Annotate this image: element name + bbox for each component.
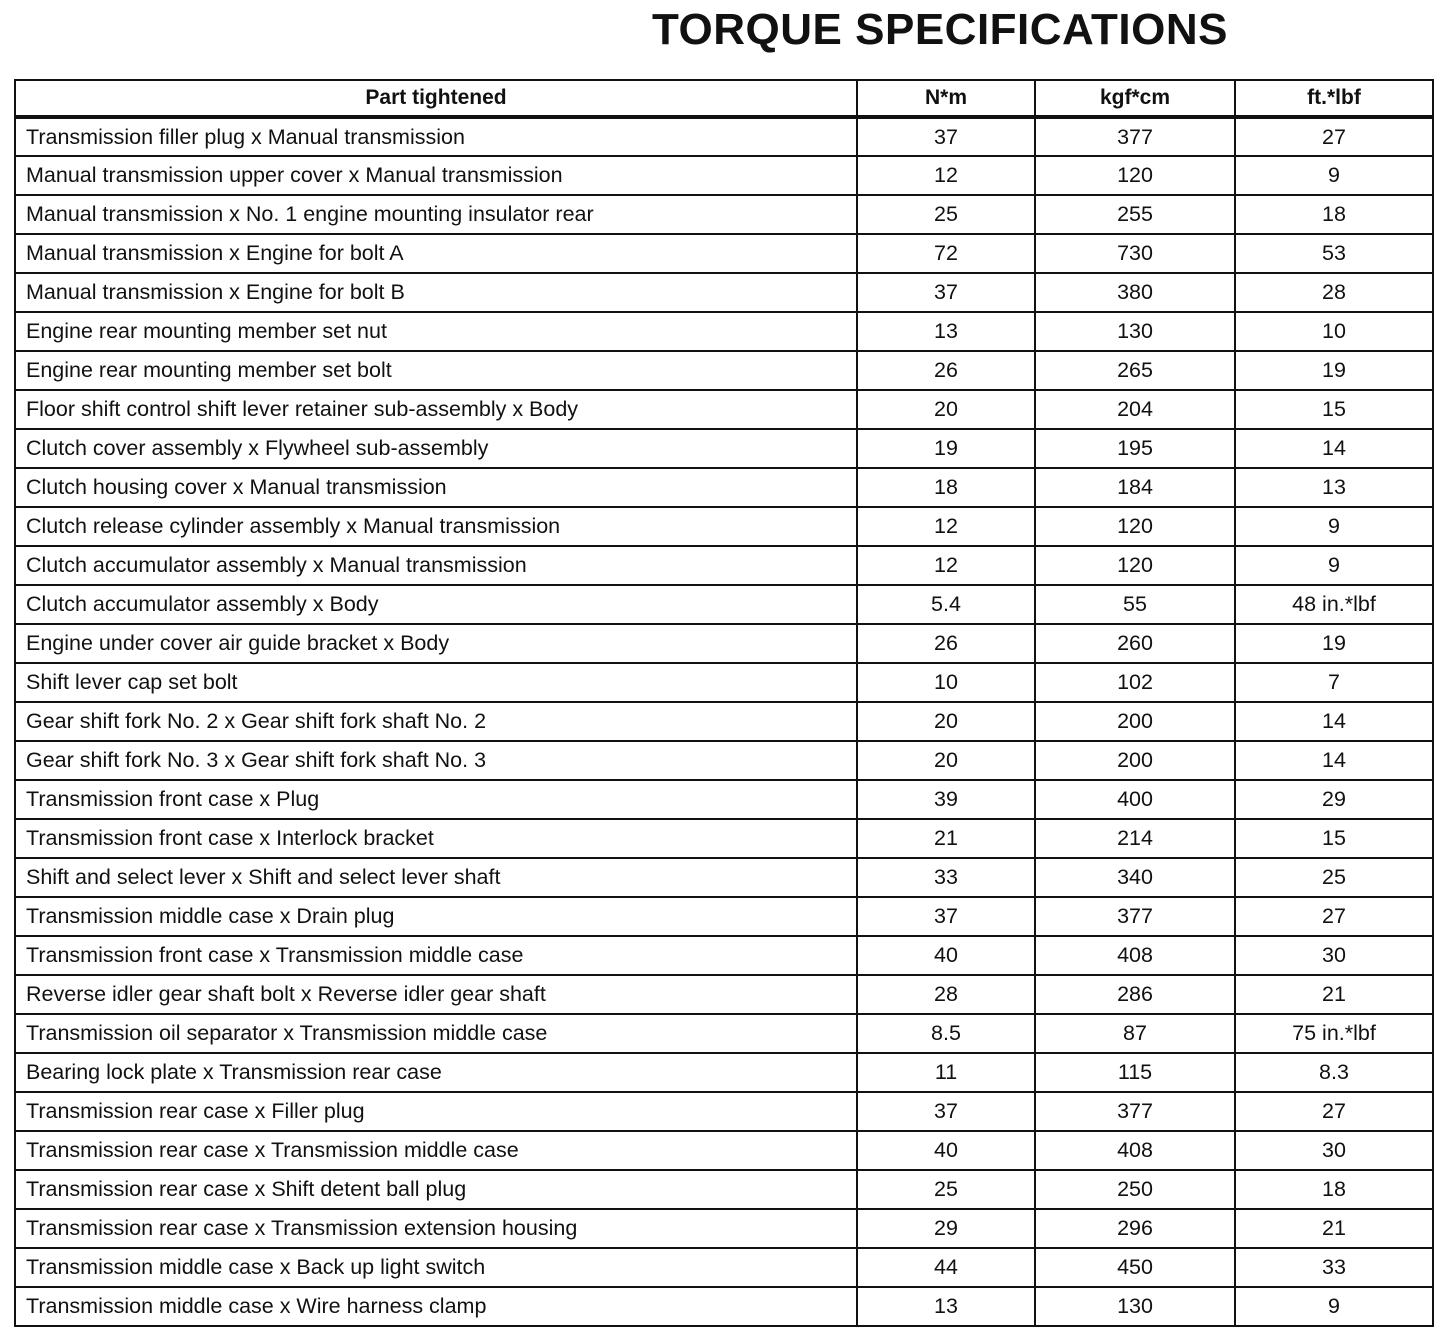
cell-nm: 12 (857, 546, 1035, 585)
cell-ftlbf: 7 (1235, 663, 1433, 702)
cell-ftlbf: 30 (1235, 936, 1433, 975)
cell-nm: 28 (857, 975, 1035, 1014)
cell-nm: 18 (857, 468, 1035, 507)
table-row (15, 858, 1433, 897)
cell-part: Transmission middle case x Wire harness clamp (15, 1287, 857, 1326)
table-row (15, 702, 1433, 741)
table-row (15, 156, 1433, 195)
cell-nm: 8.5 (857, 1014, 1035, 1053)
cell-kgfcm: 130 (1035, 312, 1235, 351)
cell-kgfcm: 340 (1035, 858, 1235, 897)
cell-ftlbf: 30 (1235, 1131, 1433, 1170)
cell-ftlbf: 9 (1235, 1287, 1433, 1326)
table-row (15, 1131, 1433, 1170)
cell-ftlbf: 75 in.*lbf (1235, 1014, 1433, 1053)
cell-kgfcm: 200 (1035, 741, 1235, 780)
cell-kgfcm: 87 (1035, 1014, 1235, 1053)
cell-kgfcm: 377 (1035, 117, 1235, 156)
cell-nm: 20 (857, 702, 1035, 741)
cell-kgfcm: 195 (1035, 429, 1235, 468)
table-row (15, 312, 1433, 351)
cell-part: Transmission front case x Transmission middle case (15, 936, 857, 975)
header-row (15, 80, 1433, 117)
cell-ftlbf: 53 (1235, 234, 1433, 273)
cell-part: Gear shift fork No. 2 x Gear shift fork shaft No. 2 (15, 702, 857, 741)
table-row (15, 1014, 1433, 1053)
table-row (15, 546, 1433, 585)
cell-kgfcm: 400 (1035, 780, 1235, 819)
cell-ftlbf: 14 (1235, 429, 1433, 468)
cell-nm: 19 (857, 429, 1035, 468)
table-row (15, 117, 1433, 156)
cell-ftlbf: 19 (1235, 624, 1433, 663)
cell-kgfcm: 408 (1035, 936, 1235, 975)
cell-ftlbf: 15 (1235, 390, 1433, 429)
cell-part: Transmission rear case x Shift detent ball plug (15, 1170, 857, 1209)
cell-nm: 72 (857, 234, 1035, 273)
cell-part: Clutch release cylinder assembly x Manual transmission (15, 507, 857, 546)
cell-kgfcm: 730 (1035, 234, 1235, 273)
cell-part: Manual transmission upper cover x Manual transmission (15, 156, 857, 195)
cell-ftlbf: 8.3 (1235, 1053, 1433, 1092)
table-row (15, 1209, 1433, 1248)
table-row (15, 1092, 1433, 1131)
cell-kgfcm: 408 (1035, 1131, 1235, 1170)
cell-nm: 33 (857, 858, 1035, 897)
column-header-ftlbf: ft.*lbf (1235, 80, 1433, 117)
cell-ftlbf: 9 (1235, 156, 1433, 195)
cell-nm: 37 (857, 273, 1035, 312)
cell-kgfcm: 296 (1035, 1209, 1235, 1248)
cell-part: Engine rear mounting member set nut (15, 312, 857, 351)
cell-ftlbf: 48 in.*lbf (1235, 585, 1433, 624)
cell-part: Bearing lock plate x Transmission rear case (15, 1053, 857, 1092)
cell-kgfcm: 200 (1035, 702, 1235, 741)
cell-part: Transmission middle case x Back up light switch (15, 1248, 857, 1287)
table-row (15, 1248, 1433, 1287)
cell-nm: 29 (857, 1209, 1035, 1248)
cell-part: Manual transmission x Engine for bolt A (15, 234, 857, 273)
cell-nm: 37 (857, 117, 1035, 156)
table-row (15, 507, 1433, 546)
table-row (15, 663, 1433, 702)
table-row (15, 273, 1433, 312)
table-row (15, 429, 1433, 468)
cell-kgfcm: 214 (1035, 819, 1235, 858)
cell-nm: 25 (857, 195, 1035, 234)
cell-ftlbf: 18 (1235, 195, 1433, 234)
cell-kgfcm: 377 (1035, 1092, 1235, 1131)
cell-nm: 40 (857, 1131, 1035, 1170)
cell-nm: 37 (857, 897, 1035, 936)
cell-nm: 44 (857, 1248, 1035, 1287)
cell-ftlbf: 25 (1235, 858, 1433, 897)
cell-part: Gear shift fork No. 3 x Gear shift fork shaft No. 3 (15, 741, 857, 780)
cell-part: Transmission middle case x Drain plug (15, 897, 857, 936)
cell-ftlbf: 14 (1235, 702, 1433, 741)
cell-nm: 5.4 (857, 585, 1035, 624)
cell-nm: 20 (857, 390, 1035, 429)
cell-part: Shift lever cap set bolt (15, 663, 857, 702)
cell-ftlbf: 27 (1235, 117, 1433, 156)
cell-part: Clutch cover assembly x Flywheel sub-assembly (15, 429, 857, 468)
column-header-kgfcm: kgf*cm (1035, 80, 1235, 117)
cell-kgfcm: 120 (1035, 546, 1235, 585)
page-title: TORQUE SPECIFICATIONS (651, 5, 1229, 54)
cell-ftlbf: 28 (1235, 273, 1433, 312)
cell-part: Transmission rear case x Filler plug (15, 1092, 857, 1131)
cell-part: Clutch accumulator assembly x Body (15, 585, 857, 624)
cell-kgfcm: 120 (1035, 156, 1235, 195)
cell-part: Transmission filler plug x Manual transmission (15, 117, 857, 156)
cell-kgfcm: 450 (1035, 1248, 1235, 1287)
table-row (15, 780, 1433, 819)
cell-part: Engine under cover air guide bracket x Body (15, 624, 857, 663)
table-row (15, 468, 1433, 507)
table-row (15, 1170, 1433, 1209)
cell-kgfcm: 55 (1035, 585, 1235, 624)
cell-ftlbf: 33 (1235, 1248, 1433, 1287)
cell-part: Transmission oil separator x Transmission middle case (15, 1014, 857, 1053)
cell-nm: 11 (857, 1053, 1035, 1092)
cell-nm: 37 (857, 1092, 1035, 1131)
cell-kgfcm: 255 (1035, 195, 1235, 234)
cell-kgfcm: 102 (1035, 663, 1235, 702)
cell-kgfcm: 265 (1035, 351, 1235, 390)
table-row (15, 585, 1433, 624)
cell-nm: 39 (857, 780, 1035, 819)
cell-nm: 21 (857, 819, 1035, 858)
cell-part: Reverse idler gear shaft bolt x Reverse idler gear shaft (15, 975, 857, 1014)
cell-ftlbf: 19 (1235, 351, 1433, 390)
cell-part: Manual transmission x Engine for bolt B (15, 273, 857, 312)
table-row (15, 195, 1433, 234)
cell-part: Engine rear mounting member set bolt (15, 351, 857, 390)
cell-nm: 26 (857, 351, 1035, 390)
cell-part: Transmission rear case x Transmission middle case (15, 1131, 857, 1170)
cell-kgfcm: 286 (1035, 975, 1235, 1014)
cell-kgfcm: 130 (1035, 1287, 1235, 1326)
table-row (15, 351, 1433, 390)
torque-spec-table (14, 79, 1434, 1327)
cell-part: Floor shift control shift lever retainer sub-assembly x Body (15, 390, 857, 429)
cell-ftlbf: 29 (1235, 780, 1433, 819)
cell-ftlbf: 13 (1235, 468, 1433, 507)
cell-part: Transmission rear case x Transmission extension housing (15, 1209, 857, 1248)
table-row (15, 975, 1433, 1014)
column-header-part: Part tightened (15, 80, 857, 117)
cell-part: Transmission front case x Interlock bracket (15, 819, 857, 858)
cell-nm: 12 (857, 507, 1035, 546)
table-row (15, 741, 1433, 780)
cell-part: Clutch housing cover x Manual transmission (15, 468, 857, 507)
cell-nm: 25 (857, 1170, 1035, 1209)
table-row (15, 624, 1433, 663)
cell-kgfcm: 184 (1035, 468, 1235, 507)
cell-nm: 10 (857, 663, 1035, 702)
cell-nm: 40 (857, 936, 1035, 975)
table-row (15, 1053, 1433, 1092)
cell-kgfcm: 250 (1035, 1170, 1235, 1209)
cell-part: Shift and select lever x Shift and select lever shaft (15, 858, 857, 897)
table-row (15, 390, 1433, 429)
cell-ftlbf: 18 (1235, 1170, 1433, 1209)
cell-kgfcm: 120 (1035, 507, 1235, 546)
cell-nm: 26 (857, 624, 1035, 663)
table-row (15, 1287, 1433, 1326)
cell-kgfcm: 377 (1035, 897, 1235, 936)
cell-part: Clutch accumulator assembly x Manual transmission (15, 546, 857, 585)
table-body (15, 117, 1433, 1326)
table-row (15, 897, 1433, 936)
cell-part: Manual transmission x No. 1 engine mounting insulator rear (15, 195, 857, 234)
cell-ftlbf: 27 (1235, 1092, 1433, 1131)
table-row (15, 936, 1433, 975)
cell-nm: 13 (857, 312, 1035, 351)
cell-part: Transmission front case x Plug (15, 780, 857, 819)
cell-kgfcm: 380 (1035, 273, 1235, 312)
column-header-nm: N*m (857, 80, 1035, 117)
table-row (15, 819, 1433, 858)
cell-nm: 12 (857, 156, 1035, 195)
cell-ftlbf: 10 (1235, 312, 1433, 351)
cell-ftlbf: 14 (1235, 741, 1433, 780)
cell-ftlbf: 15 (1235, 819, 1433, 858)
cell-nm: 13 (857, 1287, 1035, 1326)
cell-ftlbf: 27 (1235, 897, 1433, 936)
table-row (15, 234, 1433, 273)
cell-kgfcm: 204 (1035, 390, 1235, 429)
cell-kgfcm: 115 (1035, 1053, 1235, 1092)
cell-nm: 20 (857, 741, 1035, 780)
cell-ftlbf: 21 (1235, 1209, 1433, 1248)
cell-ftlbf: 9 (1235, 546, 1433, 585)
cell-kgfcm: 260 (1035, 624, 1235, 663)
cell-ftlbf: 21 (1235, 975, 1433, 1014)
cell-ftlbf: 9 (1235, 507, 1433, 546)
